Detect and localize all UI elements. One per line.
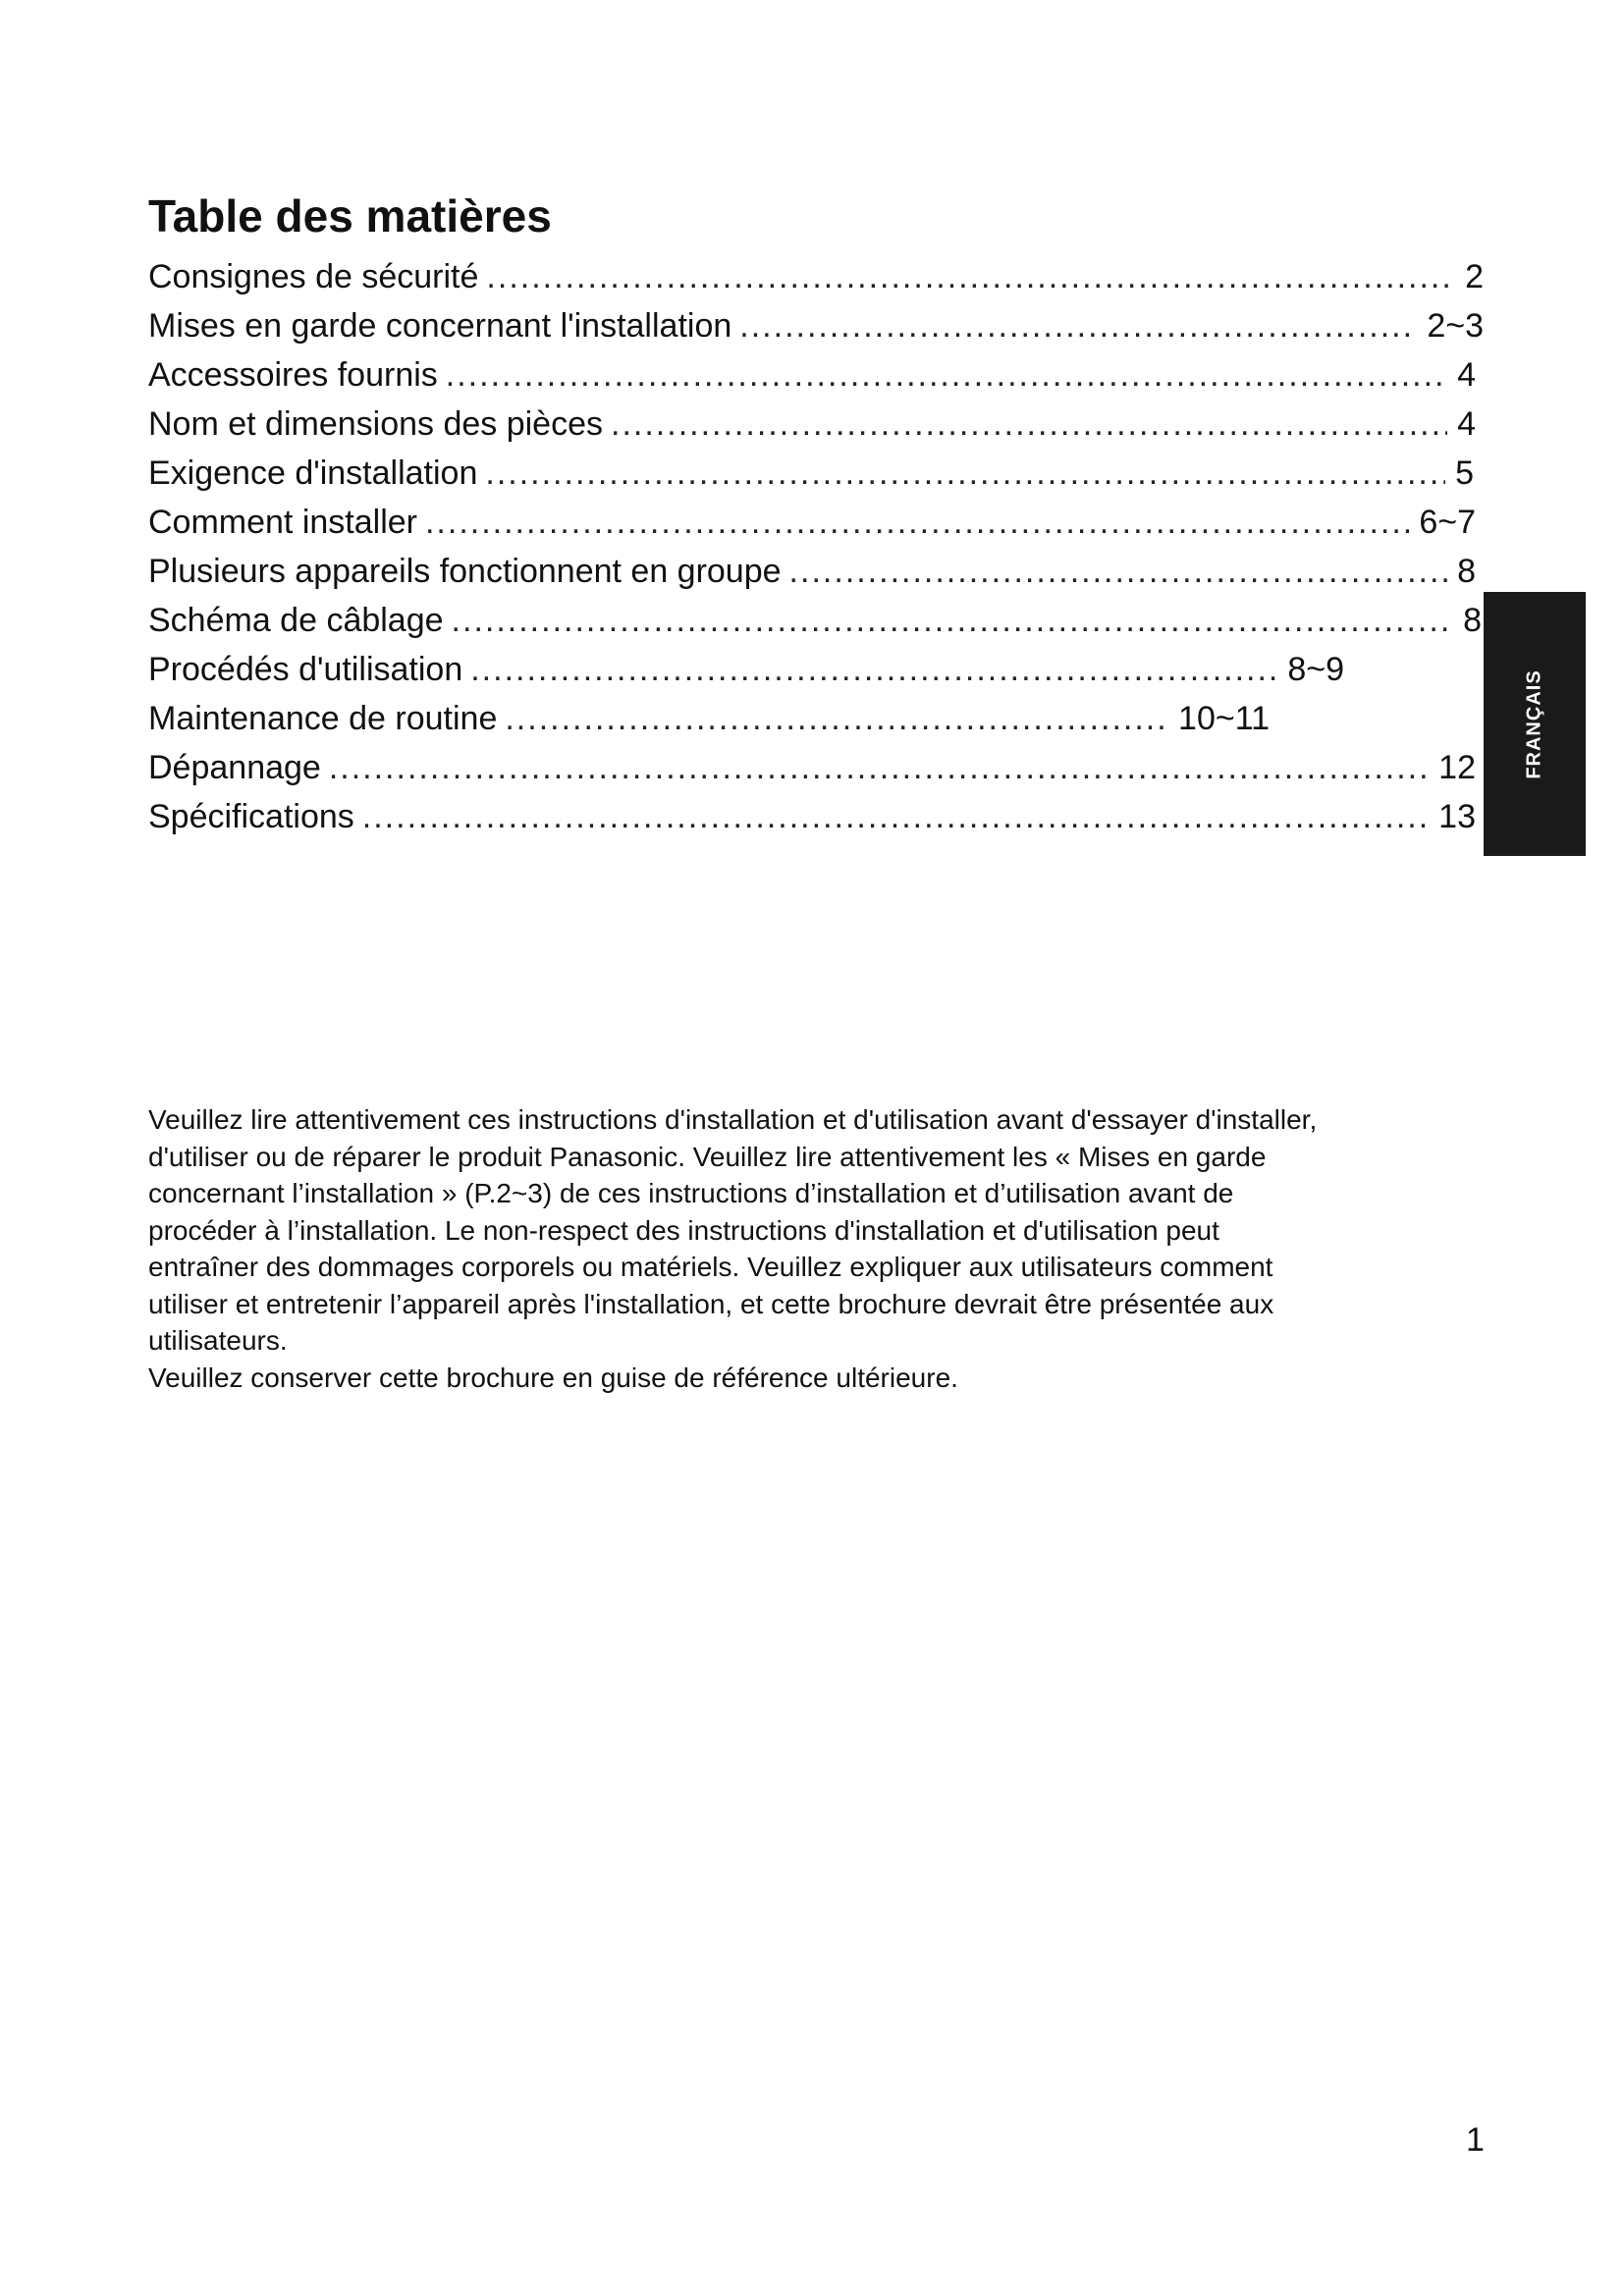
toc-entry[interactable] — [148, 645, 1344, 694]
intro-line: entraîner des dommages corporels ou matériels. Veuillez expliquer aux utilisateurs comment — [148, 1252, 1273, 1282]
language-tab-label: FRANÇAIS — [1523, 669, 1545, 779]
toc-entry-page: 2 — [1465, 258, 1484, 295]
toc-dot-leader — [470, 645, 1277, 694]
intro-line: d'utiliser ou de réparer le produit Panasonic. Veuillez lire attentivement les « Mises en garde — [148, 1141, 1267, 1172]
toc-entry-label: Schéma de câblage — [148, 602, 444, 639]
toc-entry-label: Procédés d'utilisation — [148, 651, 463, 688]
toc-entry[interactable] — [148, 449, 1474, 498]
toc-dot-leader — [611, 400, 1447, 449]
intro-line: utiliser et entretenir l’appareil après l'installation, et cette brochure devrait être présentée aux — [148, 1288, 1274, 1319]
intro-line: procéder à l’installation. Le non-respect des instructions d'installation et d'utilisation peut — [148, 1214, 1219, 1246]
intro-line: Veuillez conserver cette brochure en guise de référence ultérieure. — [148, 1362, 958, 1393]
toc-entry-page: 13 — [1438, 798, 1476, 835]
toc-entry-label: Comment installer — [148, 504, 417, 541]
toc-dot-leader — [789, 547, 1448, 596]
toc-entry-page: 8 — [1463, 602, 1482, 639]
toc-entry[interactable] — [148, 252, 1484, 301]
toc-entry-label: Plusieurs appareils fonctionnent en groupe — [148, 553, 782, 590]
toc-dot-leader — [362, 792, 1429, 841]
toc-entry-label: Maintenance de routine — [148, 700, 498, 737]
toc-dot-leader — [452, 596, 1454, 645]
toc-entry-page: 2~3 — [1427, 307, 1484, 345]
toc-entry-label: Accessoires fournis — [148, 356, 438, 394]
toc-entry-page: 5 — [1455, 454, 1474, 492]
intro-line: Veuillez lire attentivement ces instructions d'installation et d'utilisation avant d'essayer d'installer, — [148, 1104, 1318, 1135]
toc-dot-leader — [739, 301, 1417, 350]
toc-entry-label: Dépannage — [148, 749, 321, 786]
toc-entry-page: 4 — [1457, 405, 1476, 443]
toc-entry-label: Mises en garde concernant l'installation — [148, 307, 732, 345]
toc-entry[interactable] — [148, 792, 1476, 841]
toc-entry[interactable] — [148, 400, 1476, 449]
toc-entry-page: 10~11 — [1178, 700, 1270, 737]
toc-dot-leader — [485, 449, 1445, 498]
toc-entry[interactable] — [148, 350, 1476, 400]
toc-entry-label: Consignes de sécurité — [148, 258, 479, 295]
toc-entry-label: Spécifications — [148, 798, 354, 835]
toc-entry-label: Nom et dimensions des pièces — [148, 405, 604, 443]
intro-line: concernant l’installation » (P.2~3) de ces instructions d’installation et d’utilisation avant de — [148, 1178, 1234, 1208]
page-number: 1 — [1466, 2121, 1485, 2159]
toc-entry-page: 8 — [1457, 553, 1476, 590]
toc-entry-label: Exigence d'installation — [148, 454, 478, 492]
toc-entry[interactable] — [148, 301, 1484, 350]
language-tab — [1484, 592, 1586, 856]
toc-dot-leader — [329, 743, 1429, 792]
toc-entry[interactable] — [148, 743, 1476, 792]
intro-paragraph — [148, 1101, 1484, 1396]
toc-dot-leader — [505, 694, 1168, 743]
toc-entry[interactable] — [148, 694, 1270, 743]
intro-line: utilisateurs. — [148, 1325, 288, 1356]
toc-entry-page: 12 — [1438, 749, 1476, 786]
table-of-contents — [148, 252, 1484, 841]
page-title: Table des matières — [148, 190, 552, 241]
toc-entry[interactable] — [148, 547, 1476, 596]
toc-dot-leader — [425, 498, 1409, 547]
toc-entry[interactable] — [148, 596, 1482, 645]
toc-dot-leader — [486, 252, 1455, 301]
toc-entry-page: 4 — [1457, 356, 1476, 394]
toc-entry-page: 6~7 — [1419, 504, 1476, 541]
toc-entry[interactable] — [148, 498, 1476, 547]
toc-dot-leader — [446, 350, 1447, 400]
toc-entry-page: 8~9 — [1287, 651, 1344, 688]
